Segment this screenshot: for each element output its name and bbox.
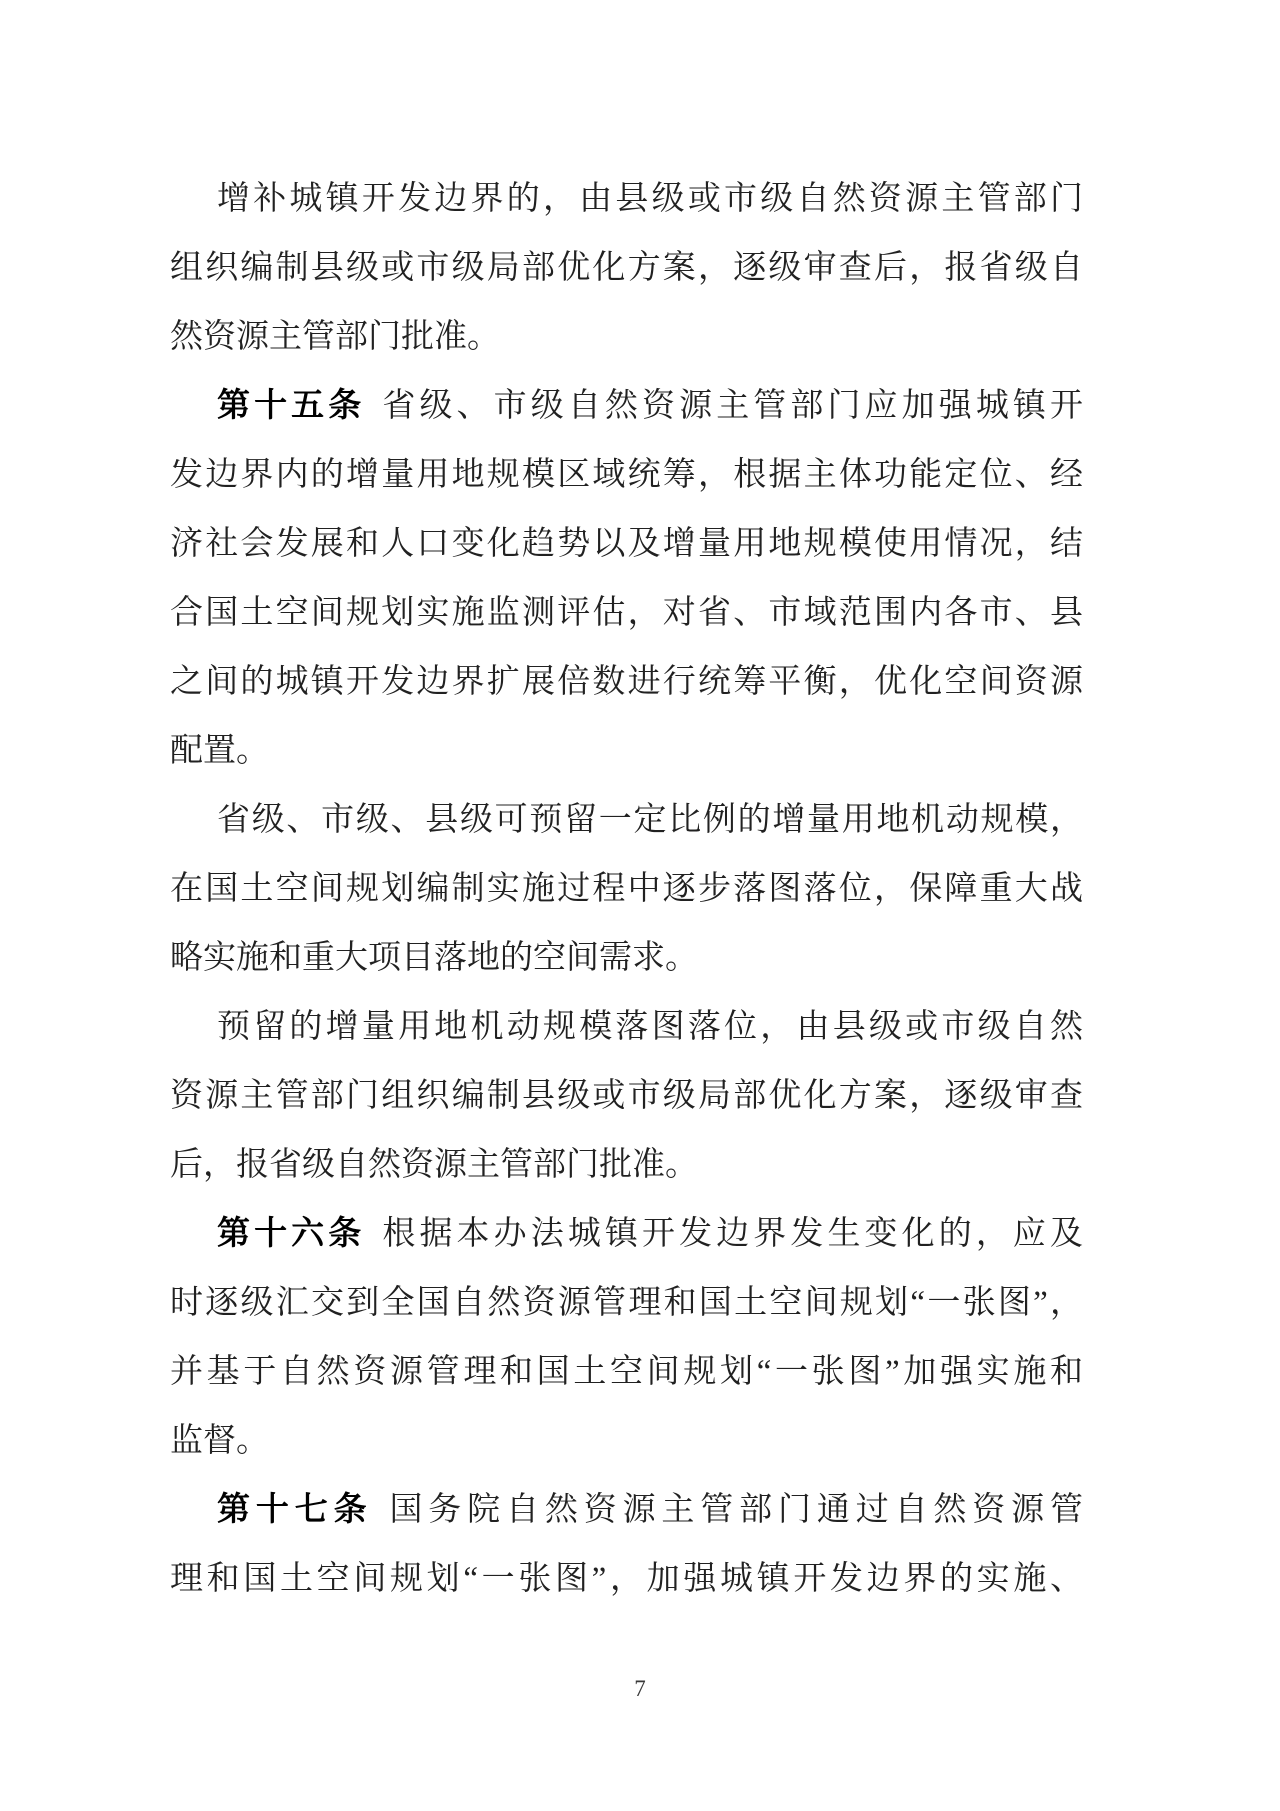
text-line: 济社会发展和人口变化趋势以及增量用地规模使用情况，结 — [170, 526, 1083, 562]
line-text: 根据本办法城镇开发边界发生变化的，应及 — [382, 1216, 1083, 1252]
document-body — [170, 165, 1083, 1614]
text-line: 监督。 — [170, 1423, 269, 1459]
text-line: 增补城镇开发边界的，由县级或市级自然资源主管部门 — [217, 181, 1083, 217]
text-line: 之间的城镇开发边界扩展倍数进行统筹平衡，优化空间资源 — [170, 664, 1083, 700]
text-line: 配置。 — [170, 733, 269, 769]
text-line: 然资源主管部门批准。 — [170, 319, 500, 355]
article-number: 第十六条 — [217, 1216, 366, 1252]
text-line: 省级、市级、县级可预留一定比例的增量用地机动规模， — [217, 802, 1083, 838]
page-number: 7 — [634, 1676, 646, 1701]
text-line: 在国土空间规划编制实施过程中逐步落图落位，保障重大战 — [170, 871, 1083, 907]
article-number: 第十五条 — [217, 388, 366, 424]
text-line: 时逐级汇交到全国自然资源管理和国土空间规划“一张图”， — [170, 1285, 1083, 1321]
text-line: 理和国土空间规划“一张图”，加强城镇开发边界的实施、 — [170, 1561, 1083, 1597]
text-line: 合国土空间规划实施监测评估，对省、市域范围内各市、县 — [170, 595, 1083, 631]
text-line-article-17 — [170, 1476, 1083, 1545]
text-line: 预留的增量用地机动规模落图落位，由县级或市级自然 — [217, 1009, 1083, 1045]
line-text: 国务院自然资源主管部门通过自然资源管 — [389, 1492, 1083, 1528]
text-line: 后，报省级自然资源主管部门批准。 — [170, 1147, 698, 1183]
text-line-article-16 — [170, 1200, 1083, 1269]
line-text: 省级、市级自然资源主管部门应加强城镇开 — [382, 388, 1083, 424]
article-number: 第十七条 — [217, 1492, 373, 1528]
text-line: 组织编制县级或市级局部优化方案，逐级审查后，报省级自 — [170, 250, 1083, 286]
text-line: 并基于自然资源管理和国土空间规划“一张图”加强实施和 — [170, 1354, 1083, 1390]
text-line-article-15 — [170, 372, 1083, 441]
text-line: 略实施和重大项目落地的空间需求。 — [170, 940, 698, 976]
text-line: 资源主管部门组织编制县级或市级局部优化方案，逐级审查 — [170, 1078, 1083, 1114]
text-line: 发边界内的增量用地规模区域统筹，根据主体功能定位、经 — [170, 457, 1083, 493]
